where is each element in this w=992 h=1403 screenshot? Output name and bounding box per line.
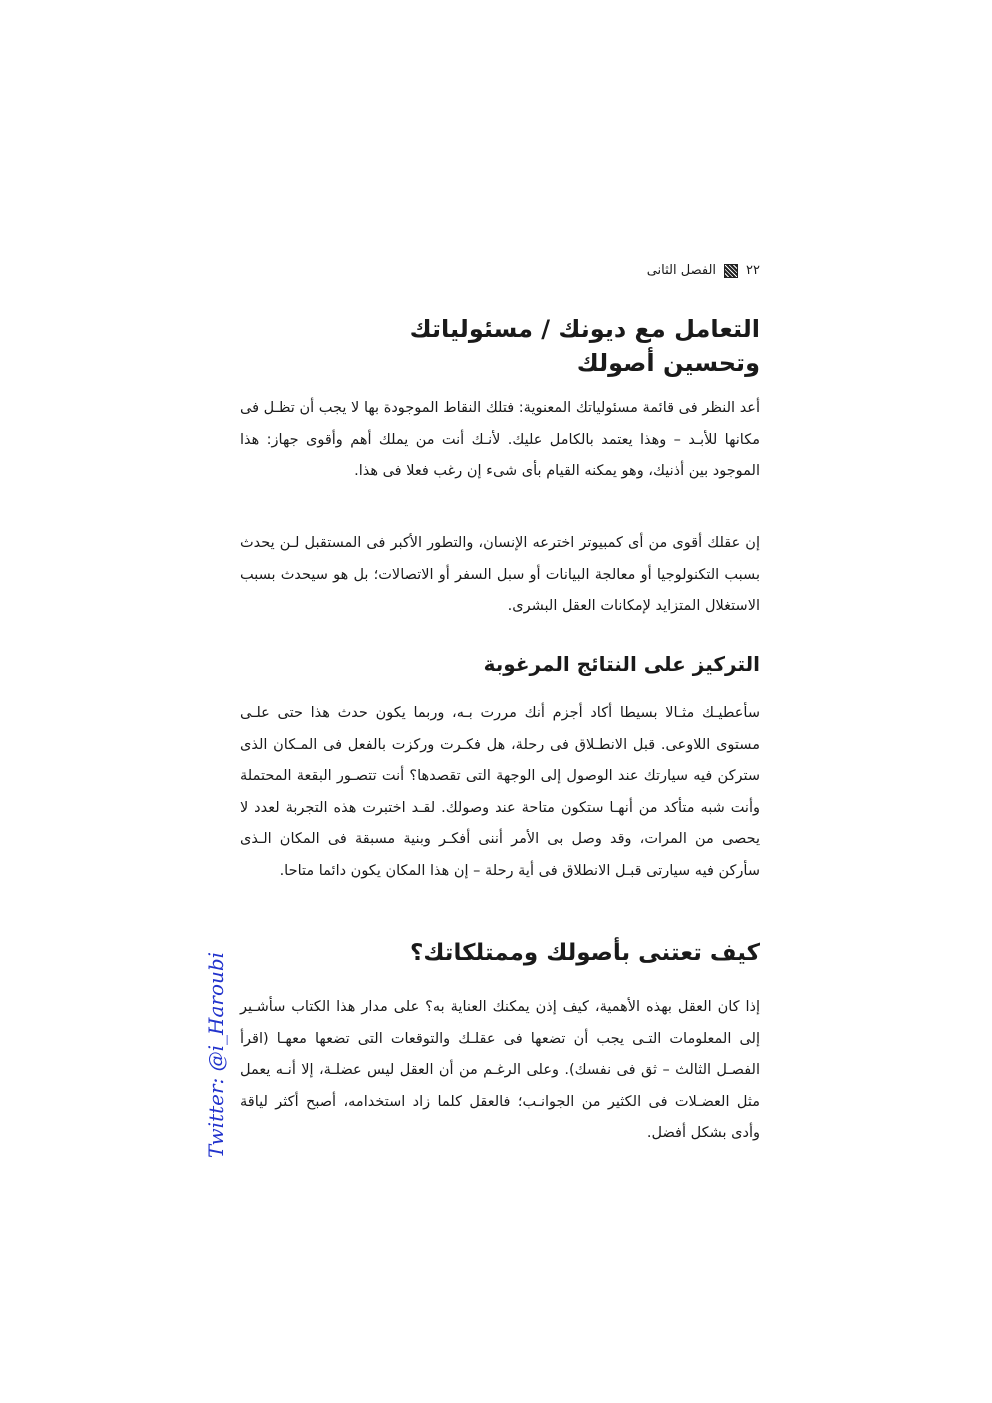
heading-line-2: وتحسين أصولك: [576, 349, 760, 377]
paragraph: أعد النظر فى قائمة مسئولياتك المعنوية: فتلك النقاط الموجودة بها لا يجب أن تظـل فى مكانها للأبـد – وهذا يعتمد بالكامل عليك. لأنـك أنت من يملك أهم وأقوى جهاز: هذا الموجود بين أذنيك، وهو يمكنه القيام بأى شىء إن رغب فعلا فى هذا.: [240, 400, 760, 479]
section-heading-1: [240, 312, 760, 380]
watermark-text: Twitter: @i_Haroubi: [204, 951, 228, 1159]
watermark: [196, 951, 236, 1159]
section-heading-3: كيف تعتنى بأصولك وممتلكاتك؟: [410, 940, 760, 966]
page-number: ٢٢: [746, 263, 760, 278]
heading-line-1: التعامل مع ديونك / مسئولياتك: [409, 315, 760, 343]
paragraph: إن عقلك أقوى من أى كمبيوتر اخترعه الإنسان، والتطور الأكبر فى المستقبل لـن يحدث بسبب التكنولوجيا أو معالجة البيانات أو سبل السفر أو الاتصالات؛ بل هو سيحدث بسبب الاستغلال المتزايد لإمكانات العقل البشرى.: [240, 535, 760, 614]
section-heading-2: التركيز على النتائج المرغوبة: [483, 652, 760, 676]
paragraph: إذا كان العقل بهذه الأهمية، كيف إذن يمكنك العناية به؟ على مدار هذا الكتاب سأشـير إلى المعلومات التـى يجب أن تضعها فى عقلـك والتوقعات التى تضعها معهـا (اقرأ الفصـل الثالث – ثق فى نفسك). وعلى الرغـم من أن العقل ليس عضلـة، إلا أنـه يعمل مثل العضـلات فى الكثير من الجوانـب؛ فالعقل كلما زاد استخدامه، أصبح أكثر لياقة وأدى بشكل أفضل.: [240, 999, 760, 1141]
paragraph: سأعطيـك مثـالا بسيطا أكاد أجزم أنك مررت بـه، وربما يكون حدث هذا حتى علـى مستوى اللاوعى. قبل الانطـلاق فى رحلة، هل فكـرت وركزت بالفعل فى المـكان الذى ستركن فيه سيارتك عند الوصول إلى الوجهة التى تقصدها؟ أنت تتصـور البقعة المحتملة وأنت شبه متأكد من أنهـا ستكون متاحة عند وصولك. لقـد اختبرت هذه التجربة لعدد لا يحصى من المرات، وقد وصل بى الأمر أننى أفكـر وبنية مسبقة فى المكان الـذى سأركن فيه سيارتى قبـل الانطلاق فى أية رحلة – إن هذا المكان يكون دائما متاحا.: [240, 705, 760, 879]
chapter-title: الفصل الثانى: [646, 263, 717, 278]
ornament-icon: [724, 264, 738, 278]
running-head: [647, 263, 760, 278]
